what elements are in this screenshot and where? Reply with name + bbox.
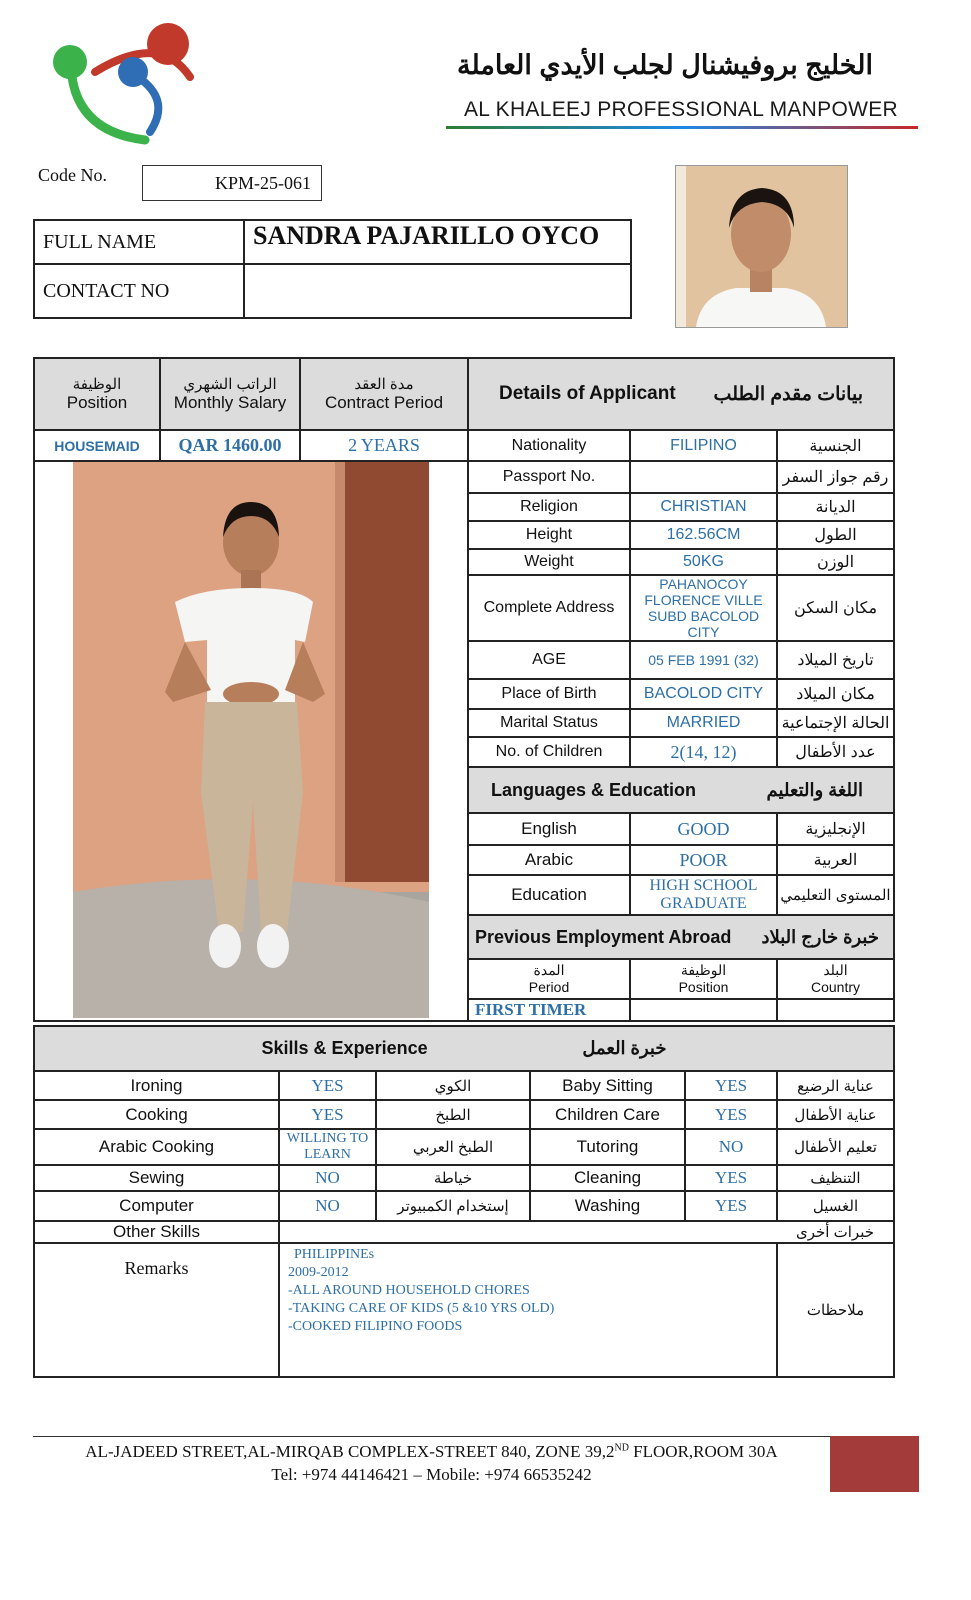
skill-value: WILLING TO LEARN: [279, 1129, 376, 1165]
detail-label-ar: الجنسية: [777, 430, 894, 461]
employment-header: [468, 915, 894, 959]
position-header-ar: الوظيفة: [72, 376, 122, 393]
detail-label: No. of Children: [468, 737, 630, 767]
remarks-line: 2009-2012: [288, 1265, 349, 1280]
language-label: English: [468, 813, 630, 845]
education-value: HIGH SCHOOL GRADUATE: [630, 875, 777, 915]
detail-label: Nationality: [468, 430, 630, 461]
remarks-line: PHILIPPINEs: [294, 1247, 375, 1262]
employment-position-header: [630, 959, 777, 999]
detail-value: CHRISTIAN: [630, 493, 777, 521]
skills-table: [33, 1025, 895, 1378]
skill-label: Sewing: [34, 1165, 279, 1191]
skill-label-ar: الطبخ: [376, 1100, 530, 1129]
skill-value: YES: [685, 1071, 777, 1100]
language-label-ar: العربية: [777, 845, 894, 875]
employment-country-ar: البلد: [823, 962, 848, 978]
skill-label: Tutoring: [530, 1129, 685, 1165]
detail-label: AGE: [468, 641, 630, 679]
detail-value: 50KG: [630, 549, 777, 575]
contact-label: CONTACT NO: [34, 264, 244, 318]
contract-header: [300, 358, 468, 430]
detail-value: FILIPINO: [630, 430, 777, 461]
detail-label-ar: تاريخ الميلاد: [777, 641, 894, 679]
employment-country-en: Country: [810, 979, 861, 995]
salary-header: [160, 358, 300, 430]
detail-label-ar: مكان السكن: [777, 575, 894, 641]
skill-label-ar: عناية الأطفال: [777, 1100, 894, 1129]
detail-value: MARRIED: [630, 709, 777, 737]
education-label-ar: المستوى التعليمي: [777, 875, 894, 915]
skill-label-ar: الغسيل: [777, 1191, 894, 1221]
skill-label-ar: عناية الرضيع: [777, 1071, 894, 1100]
skill-label-ar: الكوي: [376, 1071, 530, 1100]
position-value: HOUSEMAID: [34, 430, 160, 461]
language-value: POOR: [630, 845, 777, 875]
remarks-line: -TAKING CARE OF KIDS (5 &10 YRS OLD): [288, 1301, 555, 1316]
remarks-label-ar: ملاحظات: [777, 1243, 894, 1377]
skills-header: [34, 1026, 894, 1071]
employment-position-en: Position: [678, 979, 729, 995]
footer-address-main: AL-JADEED STREET,AL-MIRQAB COMPLEX-STREET 840, ZONE 39,2: [85, 1442, 615, 1461]
employment-header-en: Previous Employment Abroad: [475, 926, 732, 947]
position-header: [34, 358, 160, 430]
skill-label-ar: خياطة: [376, 1165, 530, 1191]
skill-label-ar: تعليم الأطفال: [777, 1129, 894, 1165]
other-skills-value: [279, 1221, 777, 1243]
detail-label-ar: عدد الأطفال: [777, 737, 894, 767]
employment-position-empty: [630, 999, 777, 1021]
footer-phones: Tel: +974 44146421 – Mobile: +974 66535242: [271, 1465, 592, 1484]
footer-address: [33, 1442, 830, 1462]
detail-label: Height: [468, 521, 630, 549]
skill-value: YES: [279, 1100, 376, 1129]
skill-value: YES: [685, 1191, 777, 1221]
skill-label-ar: الطبخ العربي: [376, 1129, 530, 1165]
skills-header-ar: خبرة العمل: [582, 1038, 667, 1058]
employment-country-empty: [777, 999, 894, 1021]
detail-label-ar: الحالة الإجتماعية: [777, 709, 894, 737]
skill-value: NO: [279, 1165, 376, 1191]
contract-value: 2 YEARS: [300, 430, 468, 461]
detail-label-ar: الوزن: [777, 549, 894, 575]
contact-value: [244, 264, 631, 318]
languages-header: [468, 767, 894, 813]
detail-label-ar: مكان الميلاد: [777, 679, 894, 709]
skill-value: YES: [279, 1071, 376, 1100]
languages-header-en: Languages & Education: [491, 779, 697, 800]
skill-label: Cooking: [34, 1100, 279, 1129]
detail-label-ar: الطول: [777, 521, 894, 549]
detail-value: PAHANOCOY FLORENCE VILLE SUBD BACOLOD CITY: [630, 575, 777, 641]
remarks-line: -ALL AROUND HOUSEHOLD CHORES: [288, 1283, 530, 1298]
contract-header-ar: مدة العقد: [354, 376, 414, 393]
footer-rule: [33, 1436, 830, 1437]
employment-header-ar: خبرة خارج البلاد: [761, 926, 879, 947]
footer-address-end: FLOOR,ROOM 30A: [628, 1442, 778, 1461]
company-logo: [50, 22, 195, 147]
identity-table: [33, 219, 632, 319]
detail-value: 05 FEB 1991 (32): [630, 641, 777, 679]
skill-label: Ironing: [34, 1071, 279, 1100]
employment-country-header: [777, 959, 894, 999]
detail-label-ar: الديانة: [777, 493, 894, 521]
skill-value: NO: [685, 1129, 777, 1165]
code-value: KPM-25-061: [142, 165, 322, 201]
salary-header-en: Monthly Salary: [173, 393, 287, 412]
detail-label: Marital Status: [468, 709, 630, 737]
education-label: Education: [468, 875, 630, 915]
skills-header-en: Skills & Experience: [261, 1038, 428, 1058]
detail-label: Complete Address: [468, 575, 630, 641]
language-label-ar: الإنجليزية: [777, 813, 894, 845]
footer-address-sup: ND: [614, 1442, 629, 1454]
salary-value: QAR 1460.00: [160, 430, 300, 461]
skill-label: Arabic Cooking: [34, 1129, 279, 1165]
applicant-main-table: [33, 357, 895, 1022]
skill-label: Washing: [530, 1191, 685, 1221]
detail-value: [630, 461, 777, 493]
skill-label: Cleaning: [530, 1165, 685, 1191]
detail-label: Religion: [468, 493, 630, 521]
detail-value: 2(14, 12): [630, 737, 777, 767]
header-underline: [446, 126, 918, 129]
skill-label-ar: التنظيف: [777, 1165, 894, 1191]
remarks-line: -COOKED FILIPINO FOODS: [288, 1319, 463, 1334]
remarks-label: Remarks: [34, 1243, 279, 1377]
language-value: GOOD: [630, 813, 777, 845]
skill-label: Computer: [34, 1191, 279, 1221]
skill-value: YES: [685, 1100, 777, 1129]
language-label: Arabic: [468, 845, 630, 875]
other-skills-label-ar: خبرات أخرى: [777, 1221, 894, 1243]
detail-value: 162.56CM: [630, 521, 777, 549]
skill-label: Children Care: [530, 1100, 685, 1129]
full-body-photo-cell: [34, 461, 468, 1021]
detail-label: Weight: [468, 549, 630, 575]
skill-label-ar: إستخدام الكمبيوتر: [376, 1191, 530, 1221]
skill-value: NO: [279, 1191, 376, 1221]
employment-position-ar: الوظيفة: [680, 962, 727, 978]
full-name-value: SANDRA PAJARILLO OYCO: [244, 220, 631, 264]
company-name-english: AL KHALEEJ PROFESSIONAL MANPOWER: [464, 98, 898, 121]
employment-period-en: Period: [528, 979, 570, 995]
remarks-content: [279, 1243, 777, 1377]
portrait-photo: [675, 165, 848, 328]
contract-header-en: Contract Period: [324, 393, 444, 412]
full-body-photo: [73, 462, 429, 1018]
first-timer-label: FIRST TIMER: [468, 999, 630, 1021]
details-header-ar: بيانات مقدم الطلب: [713, 383, 863, 405]
code-label: Code No.: [38, 165, 107, 185]
salary-header-ar: الراتب الشهري: [183, 376, 277, 393]
detail-value: BACOLOD CITY: [630, 679, 777, 709]
details-header: [468, 358, 894, 430]
detail-label: Passport No.: [468, 461, 630, 493]
languages-header-ar: اللغة والتعليم: [766, 779, 863, 800]
employment-period-header: [468, 959, 630, 999]
skill-value: YES: [685, 1165, 777, 1191]
position-header-en: Position: [66, 393, 128, 412]
company-name-arabic: الخليج بروفيشنال لجلب الأيدي العاملة: [457, 50, 873, 80]
details-header-en: Details of Applicant: [499, 382, 676, 404]
footer-color-block: [830, 1436, 919, 1492]
other-skills-label: Other Skills: [34, 1221, 279, 1243]
detail-label-ar: رقم جواز السفر: [777, 461, 894, 493]
employment-period-ar: المدة: [533, 962, 565, 978]
skill-label: Baby Sitting: [530, 1071, 685, 1100]
full-name-label: FULL NAME: [34, 220, 244, 264]
detail-label: Place of Birth: [468, 679, 630, 709]
